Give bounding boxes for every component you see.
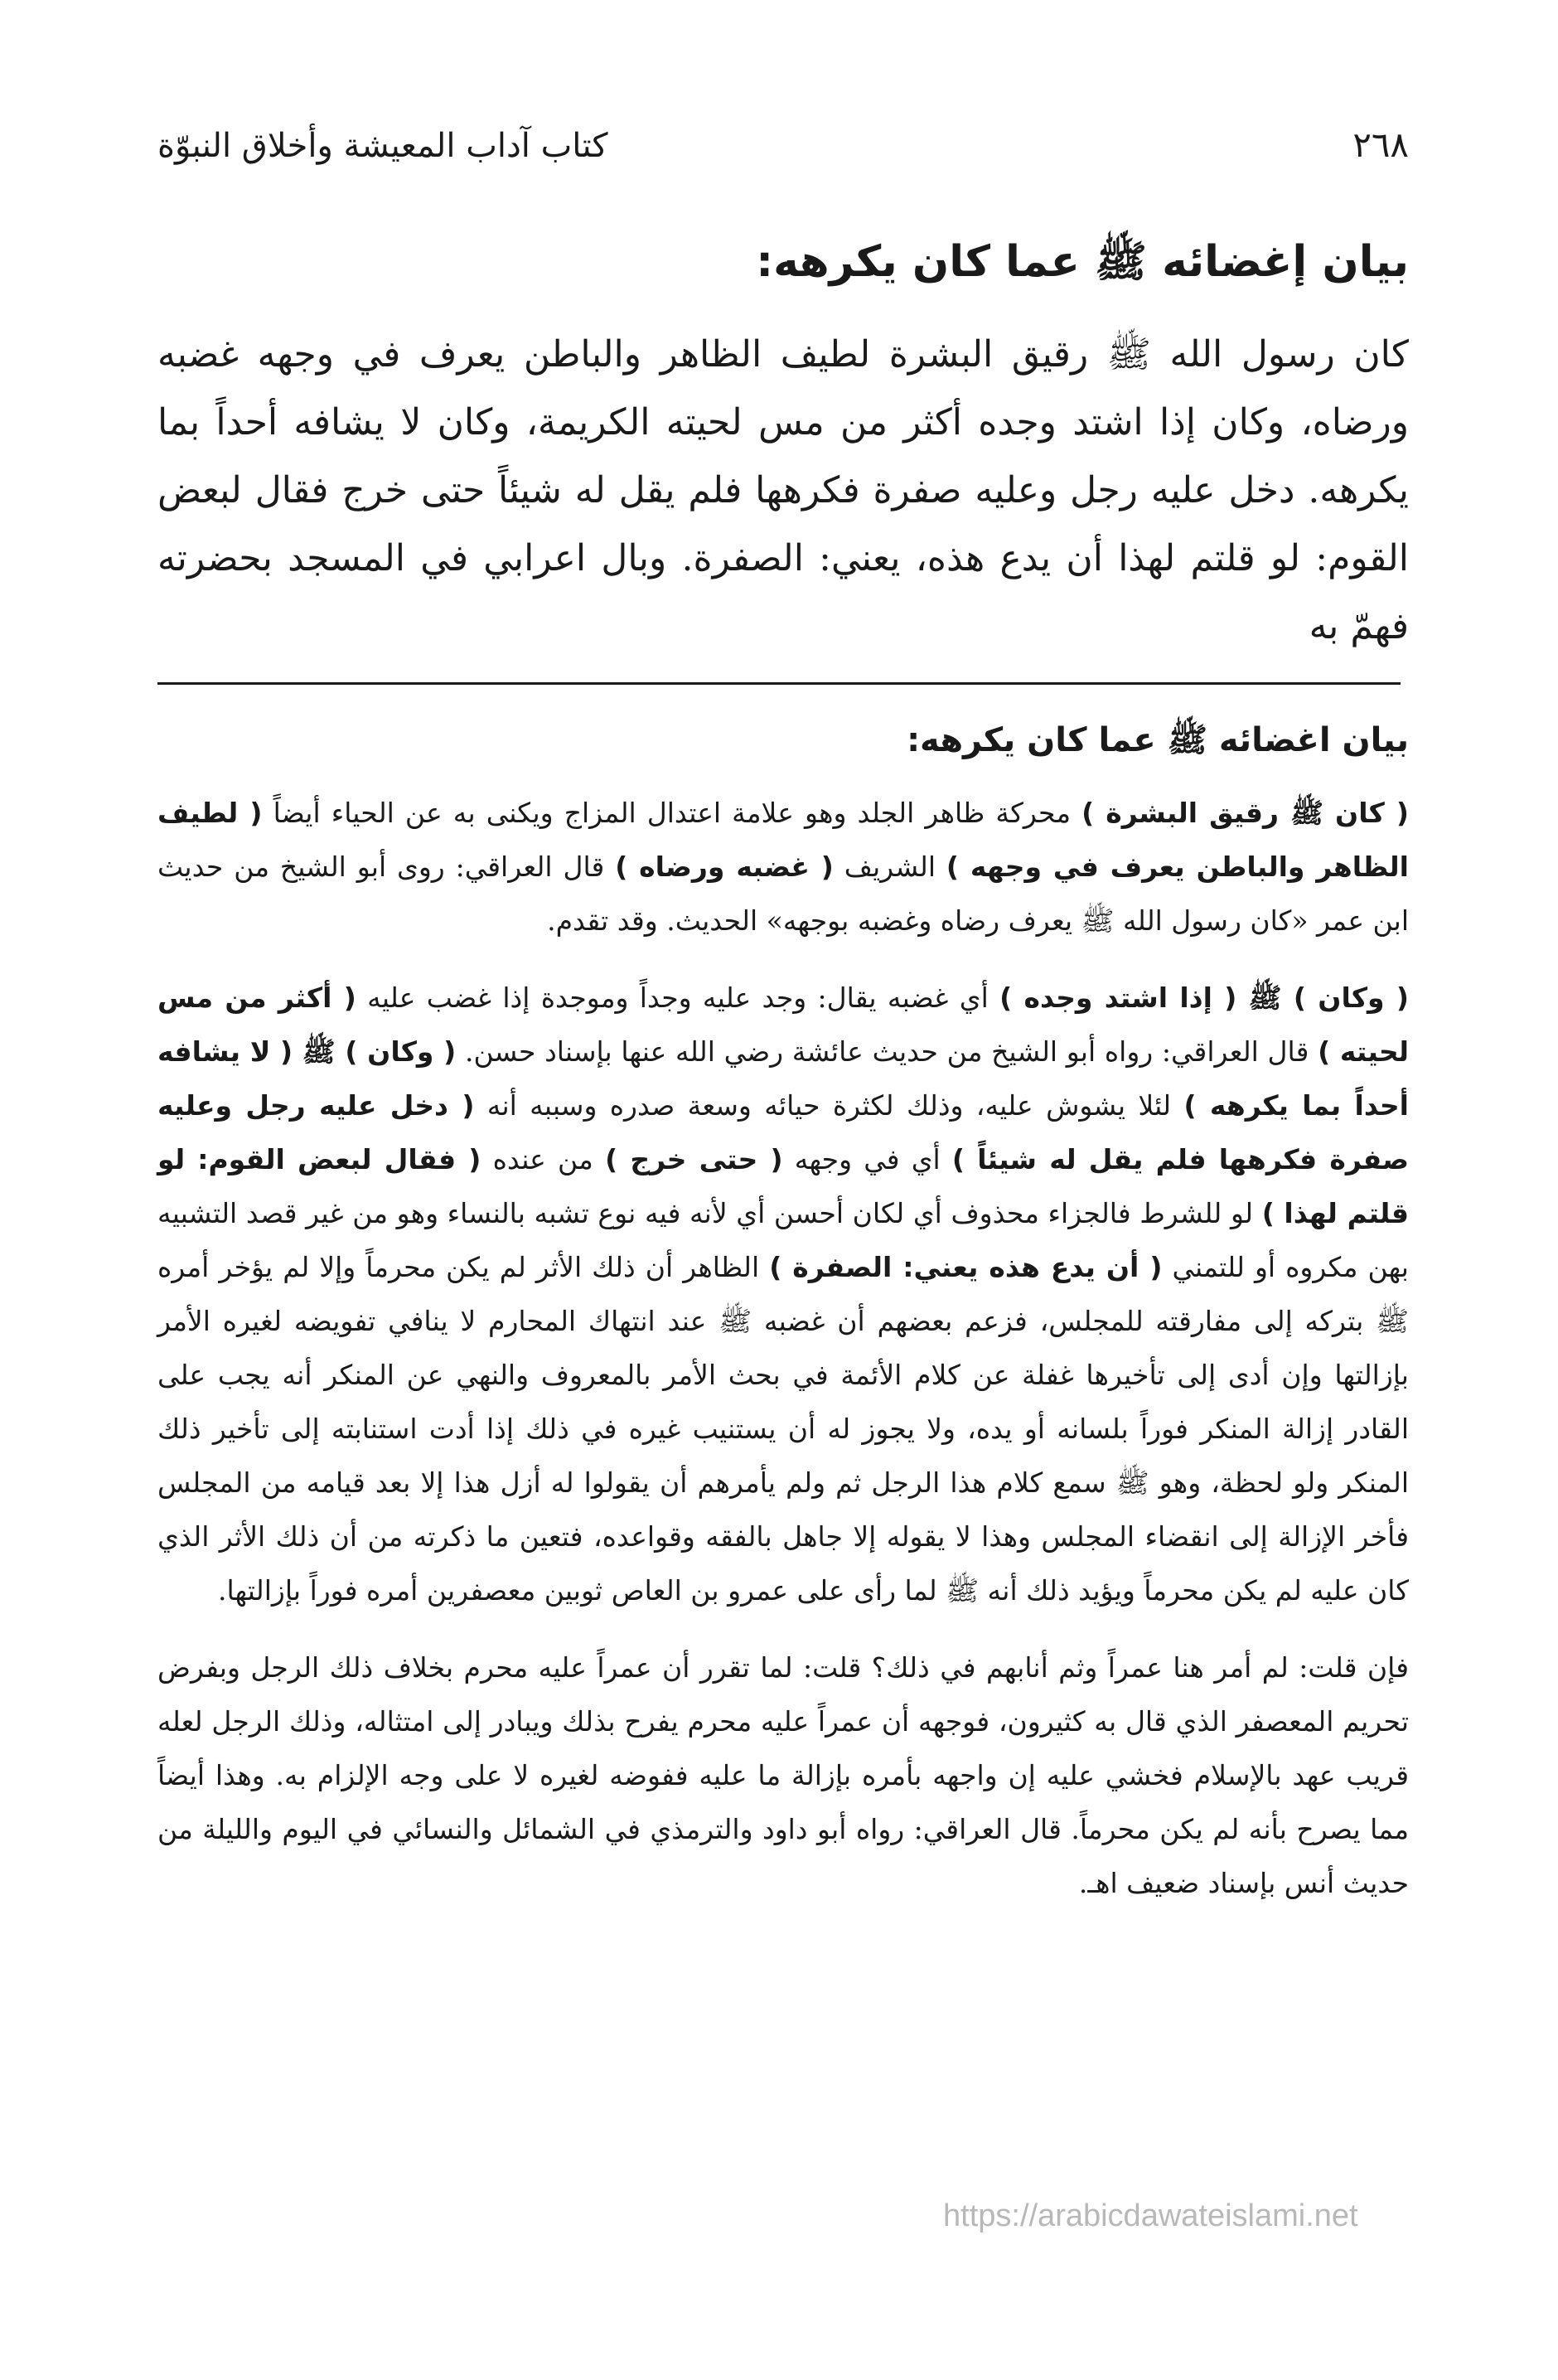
running-title: كتاب آداب المعيشة وأخلاق النبوّة (157, 127, 608, 165)
main-text (157, 321, 1409, 661)
quoted-matn: ( حتى خرج ) (605, 1143, 783, 1175)
quoted-matn: ( وكان ) ﷺ ( إذا اشتد وجده ) (999, 982, 1409, 1014)
commentary-text: أي في وجهه (782, 1143, 952, 1175)
commentary-text: أي غضبه يقال: وجد عليه وجداً وموجدة إذا غضب عليه (356, 982, 1000, 1014)
commentary-paragraph-3: فإن قلت: لم أمر هنا عمراً وثم أنابهم في ذلك؟ قلت: لما تقرر أن عمراً عليه محرم بخلاف ذلك الرجل وبفرض تحريم المعصفر الذي قال به كثيرون، فوجهه أن عمراً عليه محرم يفرح بذلك ويبادر إلى امتثاله، وذلك الرجل لعله قريب عهد بالإسلام فخشي عليه إن واجهه بأمره بإزالة ما عليه ففوضه لغيره لا على وجه الإلزام به. وهذا أيضاً مما يصرح بأنه لم يكن محرماً. قال العراقي: رواه أبو داود والترمذي في الشمائل والنسائي في اليوم والليلة من حديث أنس بإسناد ضعيف اهـ. (157, 1651, 1409, 1899)
commentary-text: محركة ظاهر الجلد وهو علامة اعتدال المزاج ويكنى به عن الحياء أيضاً (262, 797, 1082, 829)
quoted-matn: ( فقال لبعض القوم: لو قلتم لهذا ) (157, 1143, 1409, 1229)
section-heading: بيان إغضائه ﷺ عما كان يكرهه: (756, 237, 1409, 287)
commentary-text: قال العراقي: رواه أبو الشيخ من حديث عائشة رضي الله عنها بإسناد حسن. (456, 1035, 1318, 1068)
quoted-matn: ( كان ﷺ رقيق البشرة ) (1081, 797, 1409, 829)
quoted-matn: ( غضبه ورضاه ) (615, 851, 834, 883)
page-number: ٢٦٨ (1352, 124, 1409, 165)
main-paragraph: كان رسول الله ﷺ رقيق البشرة لطيف الظاهر والباطن يعرف في وجهه غضبه ورضاه، وكان إذا اشتد وجده أكثر من مس لحيته الكريمة، وكان لا يشافه أحداً بما يكرهه. دخل عليه رجل وعليه صفرة فكرهها فلم يقل له شيئاً حتى خرج فقال لبعض القوم: لو قلتم لهذا أن يدع هذه، يعني: الصفرة. وبال اعرابي في المسجد بحضرته فهمّ به (157, 333, 1409, 647)
commentary-text: قال العراقي: روى أبو الشيخ من حديث ابن عمر «كان رسول الله ﷺ يعرف رضاه وغضبه بوجهه» الحديث. وقد تقدم. (157, 851, 1409, 937)
commentary-paragraph-1 (157, 786, 1409, 948)
commentary-text: الشريف (833, 851, 946, 883)
quoted-matn: ( أن يدع هذه يعني: الصفرة ) (769, 1251, 1163, 1283)
quoted-matn: ( وكان ) ﷺ ( لا يشافه أحداً بما يكرهه ) (157, 1035, 1409, 1122)
page-header (157, 124, 1409, 182)
commentary-text: لو للشرط فالجزاء محذوف أي لكان أحسن أي لأنه فيه نوع تشبه بالنساء وهو من غير قصد التشبيه بهن مكروه أو للتمني (157, 1197, 1409, 1283)
commentary-text: من عنده (481, 1143, 606, 1175)
commentary-text: الظاهر أن ذلك الأثر لم يكن محرماً وإلا لم يؤخر أمره ﷺ بتركه إلى مفارقته للمجلس، فزعم بعضهم أن غضبه ﷺ عند انتهاك المحارم لا ينافي تفويضه لغيره الأمر بإزالتها وإن أدى إلى تأخيرها غفلة عن كلام الأئمة في بحث الأمر بالمعروف والنهي عن المنكر أنه يجب على القادر إزالة المنكر فوراً بلسانه أو يده، ولا يجوز له أن يستنيب غيره في ذلك إذا أدت استنابته إلى تأخير ذلك المنكر ولو لحظة، وهو ﷺ سمع كلام هذا الرجل ثم ولم يأمرهم أن يقولوا له أزل هذا إلا بعد قيامه من المجلس فأخر الإزالة إلى انقضاء المجلس وهذا لا يقوله إلا جاهل بالفقه وقواعده، فتعين ما ذكرته من أن ذلك الأثر الذي كان عليه لم يكن محرماً ويؤيد ذلك أنه ﷺ لما رأى على عمرو بن العاص ثوبين معصفرين أمره فوراً بإزالتها. (157, 1251, 1409, 1607)
quoted-matn: ( أكثر من مس لحيته ) (157, 982, 1410, 1068)
commentary-heading: بيان اغضائه ﷺ عما كان يكرهه: (907, 721, 1409, 759)
footnote-separator (157, 682, 1401, 685)
quoted-matn: ( دخل عليه رجل وعليه صفرة فكرهها فلم يقل له شيئاً ) (157, 1089, 1409, 1175)
commentary (157, 720, 1409, 1910)
commentary-paragraph-2 (157, 971, 1409, 1617)
quoted-matn: ( لطيف الظاهر والباطن يعرف في وجهه ) (157, 797, 1409, 883)
commentary-text: لئلا يشوش عليه، وذلك لكثرة حيائه وسعة صدره وسببه أنه (474, 1089, 1184, 1122)
book-page (157, 124, 1409, 1925)
watermark-url: https://arabicdawateislami.net (943, 2198, 1358, 2233)
